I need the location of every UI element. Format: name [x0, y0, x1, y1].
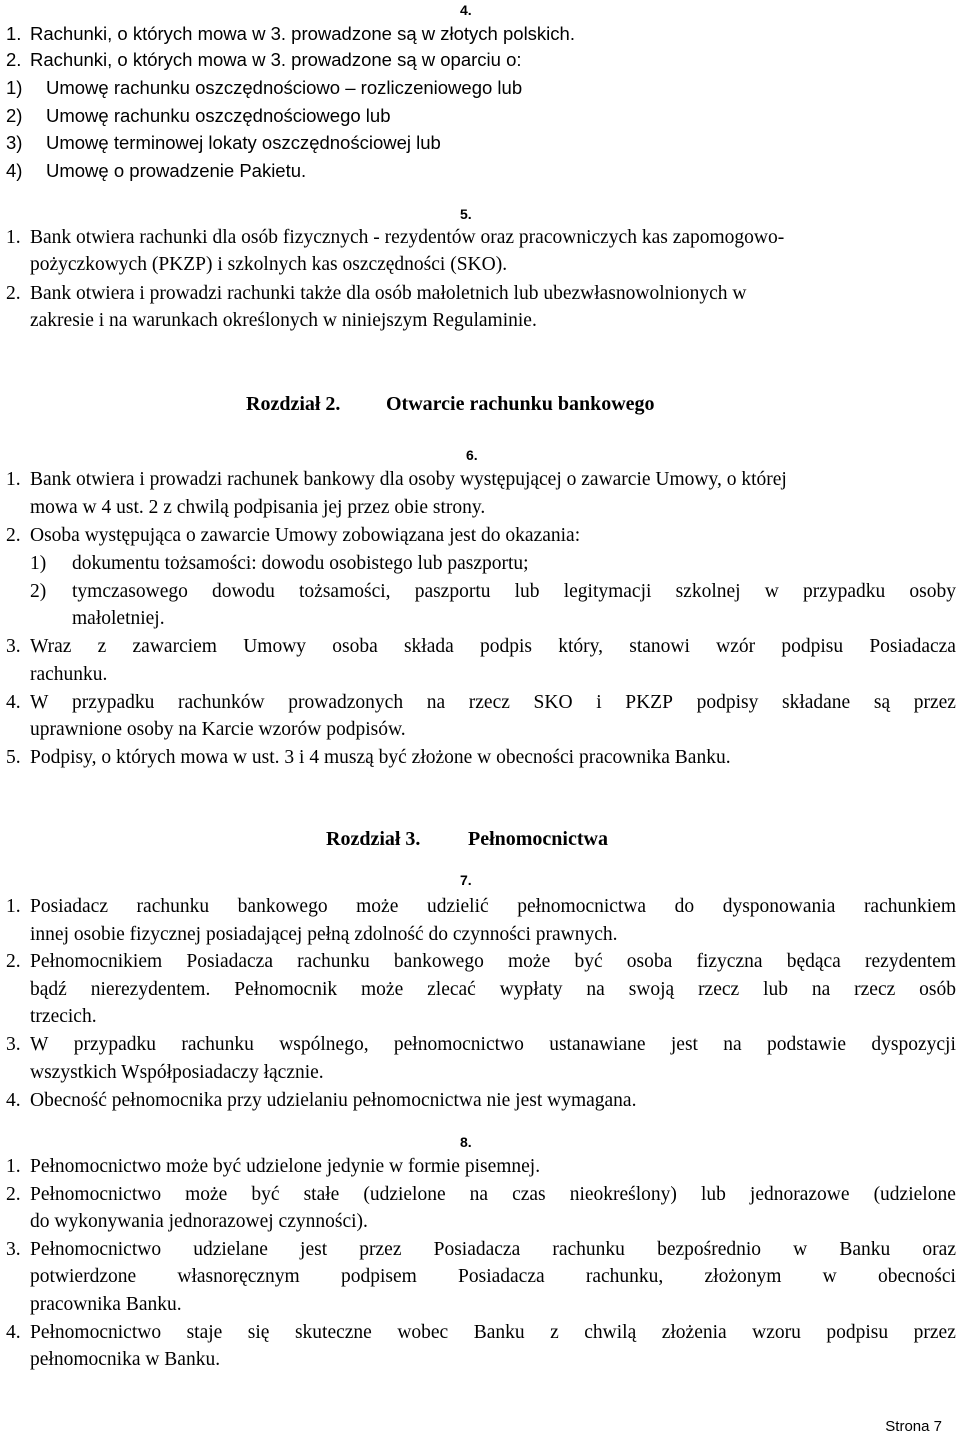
word: może: [361, 979, 404, 1000]
word: obecności: [877, 1266, 956, 1287]
word: dowodu: [212, 581, 275, 602]
word: Wraz: [30, 636, 72, 657]
word: rachunku: [181, 1034, 254, 1055]
word: SKO: [533, 692, 573, 713]
item-text: Umowę rachunku oszczędnościowego lub: [46, 105, 391, 126]
word: rachunku: [297, 951, 370, 972]
paragraph-text: Pełnomocnictwo może być udzielone jedynie w formie pisemnej.: [30, 1156, 541, 1177]
word: do: [674, 896, 695, 917]
word: podpisu: [781, 636, 844, 657]
word: tymczasowego: [72, 581, 188, 602]
word: chwilą: [584, 1322, 637, 1343]
word: potwierdzone: [30, 1266, 137, 1287]
word: przypadku: [73, 1034, 157, 1055]
paragraph-text: [30, 633, 956, 660]
word: lub: [763, 979, 788, 1000]
paragraph-text: Bank otwiera rachunki dla osób fizycznych - rezydentów oraz pracowniczych kas zapomogowo-: [30, 227, 785, 248]
word: Posiadacza: [186, 951, 273, 972]
paragraph-number: 4.: [6, 1322, 21, 1343]
word: wzoru: [752, 1322, 801, 1343]
paragraph-number: 2.: [6, 283, 21, 304]
section-7-mark: 7.: [460, 872, 472, 888]
paragraph-text: Obecność pełnomocnika przy udzielaniu pełnomocnictwa nie jest wymagana.: [30, 1090, 637, 1111]
word: i: [596, 692, 602, 713]
page-number: Strona 7: [885, 1418, 942, 1435]
word: przez: [913, 692, 956, 713]
word: bądź: [30, 979, 67, 1000]
word: lub: [700, 1184, 726, 1205]
section-4-mark: 4.: [460, 2, 472, 18]
paragraph-text: do wykonywania jednorazowej czynności).: [30, 1211, 368, 1232]
paragraph-text: [30, 1031, 956, 1058]
word: Banku: [839, 1239, 891, 1260]
word: Posiadacza: [869, 636, 956, 657]
paragraph-text: Osoba występująca o zawarcie Umowy zobowiązana jest do okazania:: [30, 525, 581, 546]
word: W: [30, 692, 49, 713]
chapter-3-title: Pełnomocnictwa: [468, 828, 608, 850]
chapter-3-label: Rozdział 3.: [326, 828, 421, 850]
word: ustanawiane: [549, 1034, 646, 1055]
word: na: [469, 1184, 489, 1205]
word: będąca: [786, 951, 841, 972]
word: oraz: [922, 1239, 956, 1260]
word: staje: [186, 1322, 223, 1343]
word: legitymacji: [563, 581, 652, 602]
paragraph-text: trzecich.: [30, 1006, 97, 1027]
item-text: Umowę terminowej lokaty oszczędnościowej lub: [46, 132, 441, 153]
word: może: [508, 951, 551, 972]
paragraph-number: 2.: [6, 525, 21, 546]
word: złożonym: [704, 1266, 782, 1287]
paragraph-text: [30, 689, 956, 716]
word: w: [793, 1239, 808, 1260]
word: Banku: [473, 1322, 525, 1343]
word: skuteczne: [294, 1322, 372, 1343]
word: fizyczna: [696, 951, 763, 972]
paragraph-text: [30, 1181, 956, 1208]
word: na: [426, 692, 446, 713]
word: jednorazowe: [749, 1184, 850, 1205]
paragraph-text: [30, 976, 956, 1003]
paragraph-number: 1.: [6, 227, 21, 248]
word: osoby: [909, 581, 956, 602]
word: w: [822, 1266, 837, 1287]
word: podpisem: [340, 1266, 417, 1287]
chapter-2-label: Rozdział 2.: [246, 393, 341, 415]
paragraph-text: [30, 1236, 956, 1263]
word: Pełnomocnikiem: [30, 951, 163, 972]
word: prowadzonych: [288, 692, 404, 713]
item-text: Umowę rachunku oszczędnościowo – rozliczeniowego lub: [46, 77, 523, 98]
paragraph-number: 4.: [6, 692, 21, 713]
word: nieokreślony): [569, 1184, 677, 1205]
item-text: małoletniej.: [72, 608, 165, 629]
word: podpisu: [826, 1322, 889, 1343]
word: szkolnej: [675, 581, 741, 602]
word: się: [247, 1322, 270, 1343]
word: złożenia: [661, 1322, 727, 1343]
section-6-mark: 6.: [466, 447, 478, 463]
word: stałe: [303, 1184, 340, 1205]
word: rachunku: [552, 1239, 625, 1260]
paragraph-text: [30, 948, 956, 975]
paragraph-text: rachunku.: [30, 664, 108, 685]
word: udzielić: [426, 896, 489, 917]
word: tożsamości,: [299, 581, 391, 602]
paragraph-text: Rachunki, o których mowa w 3. prowadzone są w oparciu o:: [30, 49, 522, 70]
word: Posiadacza: [433, 1239, 521, 1260]
item-text: dokumentu tożsamości: dowodu osobistego lub paszportu;: [72, 553, 529, 574]
word: rachunkiem: [863, 896, 956, 917]
paragraph-text: wszystkich Współposiadaczy łącznie.: [30, 1062, 324, 1083]
word: wypłaty: [499, 979, 563, 1000]
paragraph-text: Rachunki, o których mowa w 3. prowadzone są w złotych polskich.: [30, 23, 575, 44]
paragraph-text: Bank otwiera i prowadzi rachunki także dla osób małoletnich lub ubezwłasnowolnionych w: [30, 283, 747, 304]
word: wzór: [716, 636, 756, 657]
section-5-mark: 5.: [460, 206, 472, 222]
word: rachunków: [178, 692, 265, 713]
word: pełnomocnictwo: [393, 1034, 524, 1055]
word: podpis: [480, 636, 533, 657]
item-number: 3): [6, 132, 23, 153]
word: rachunku: [136, 896, 210, 917]
word: na: [586, 979, 605, 1000]
word: z: [97, 636, 107, 657]
paragraph-number: 3.: [6, 1034, 21, 1055]
word: rezydentem: [865, 951, 956, 972]
word: bezpośrednio: [657, 1239, 762, 1260]
paragraph-text: pracownika Banku.: [30, 1294, 182, 1315]
word: dyspozycji: [871, 1034, 956, 1055]
word: osoba: [626, 951, 673, 972]
word: składane: [781, 692, 851, 713]
word: udzielane: [193, 1239, 268, 1260]
word: być: [574, 951, 603, 972]
word: składa: [403, 636, 454, 657]
paragraph-number: 5.: [6, 747, 21, 768]
paragraph-number: 2.: [6, 49, 22, 70]
word: który,: [558, 636, 604, 657]
word: Posiadacz: [30, 896, 108, 917]
word: wobec: [397, 1322, 449, 1343]
word: Pełnomocnictwo: [30, 1322, 162, 1343]
word: rachunku,: [585, 1266, 664, 1287]
word: być: [251, 1184, 280, 1205]
word: W: [30, 1034, 49, 1055]
word: bankowego: [393, 951, 484, 972]
word: bankowego: [237, 896, 328, 917]
paragraph-text: innej osobie fizycznej posiadającej pełną zdolność do czynności prawnych.: [30, 924, 618, 945]
word: nierezydentem.: [90, 979, 211, 1000]
word: z: [550, 1322, 559, 1343]
word: dysponowania: [722, 896, 836, 917]
paragraph-number: 2.: [6, 1184, 21, 1205]
paragraph-text: Podpisy, o których mowa w ust. 3 i 4 muszą być złożone w obecności pracownika Banku.: [30, 747, 731, 768]
word: jest: [670, 1034, 698, 1055]
word: Umowy: [243, 636, 307, 657]
word: stanowi: [629, 636, 690, 657]
item-number: 4): [6, 160, 23, 181]
word: przypadku: [72, 692, 155, 713]
word: zlecać: [427, 979, 476, 1000]
item-text: Umowę o prowadzenie Pakietu.: [46, 160, 307, 181]
word: w: [764, 581, 779, 602]
word: podpisy: [696, 692, 759, 713]
paragraph-number: 3.: [6, 1239, 21, 1260]
word: osoba: [332, 636, 378, 657]
paragraph-text: pożyczkowych (PKZP) i szkolnych kas oszczędności (SKO).: [30, 254, 508, 275]
word: Posiadacza: [458, 1266, 545, 1287]
word: może: [185, 1184, 228, 1205]
paragraph-text: mowa w 4 ust. 2 z chwilą podpisania jej przez obie strony.: [30, 497, 486, 518]
word: są: [873, 692, 891, 713]
word: jest: [300, 1239, 328, 1260]
word: lub: [514, 581, 540, 602]
paragraph-text: Bank otwiera i prowadzi rachunek bankowy dla osoby występującej o zawarcie Umowy, o której: [30, 469, 787, 490]
word: Pełnomocnictwo: [30, 1239, 162, 1260]
word: (udzielone: [873, 1184, 956, 1205]
paragraph-number: 2.: [6, 951, 21, 972]
word: zawarciem: [132, 636, 217, 657]
item-number: 1): [6, 77, 23, 98]
word: swoją: [628, 979, 675, 1000]
word: (udzielone: [363, 1184, 446, 1205]
paragraph-number: 3.: [6, 636, 21, 657]
word: przez: [913, 1322, 956, 1343]
word: własnoręcznym: [177, 1266, 300, 1287]
word: rzecz: [698, 979, 740, 1000]
item-number: 2): [30, 581, 47, 602]
word: osób: [919, 979, 956, 1000]
word: pełnomocnictwa: [517, 896, 647, 917]
word: Pełnomocnictwo: [30, 1184, 162, 1205]
item-number: 2): [6, 105, 23, 126]
paragraph-text: zakresie i na warunkach określonych w niniejszym Regulaminie.: [30, 310, 537, 331]
word: PKZP: [625, 692, 673, 713]
word: na: [811, 979, 831, 1000]
word: wspólnego,: [279, 1034, 369, 1055]
word: może: [356, 896, 399, 917]
paragraph-number: 4.: [6, 1090, 21, 1111]
word: podstawie: [767, 1034, 847, 1055]
word: Pełnomocnik: [234, 979, 338, 1000]
paragraph-text: uprawnione osoby na Karcie wzorów podpisów.: [30, 719, 406, 740]
chapter-2-title: Otwarcie rachunku bankowego: [386, 393, 655, 415]
word: przez: [359, 1239, 402, 1260]
paragraph-text: [30, 893, 956, 920]
word: paszportu: [414, 581, 491, 602]
paragraph-text: [30, 1319, 956, 1346]
paragraph-number: 1.: [6, 23, 22, 44]
paragraph-text: pełnomocnika w Banku.: [30, 1349, 221, 1370]
word: rzecz: [468, 692, 510, 713]
item-number: 1): [30, 553, 47, 574]
paragraph-text: [30, 1263, 956, 1290]
paragraph-number: 1.: [6, 1156, 21, 1177]
word: czas: [512, 1184, 546, 1205]
item-text: [72, 578, 956, 605]
section-8-mark: 8.: [460, 1134, 472, 1150]
word: na: [723, 1034, 742, 1055]
word: przypadku: [802, 581, 886, 602]
word: rzecz: [854, 979, 896, 1000]
paragraph-number: 1.: [6, 896, 21, 917]
paragraph-number: 1.: [6, 469, 21, 490]
